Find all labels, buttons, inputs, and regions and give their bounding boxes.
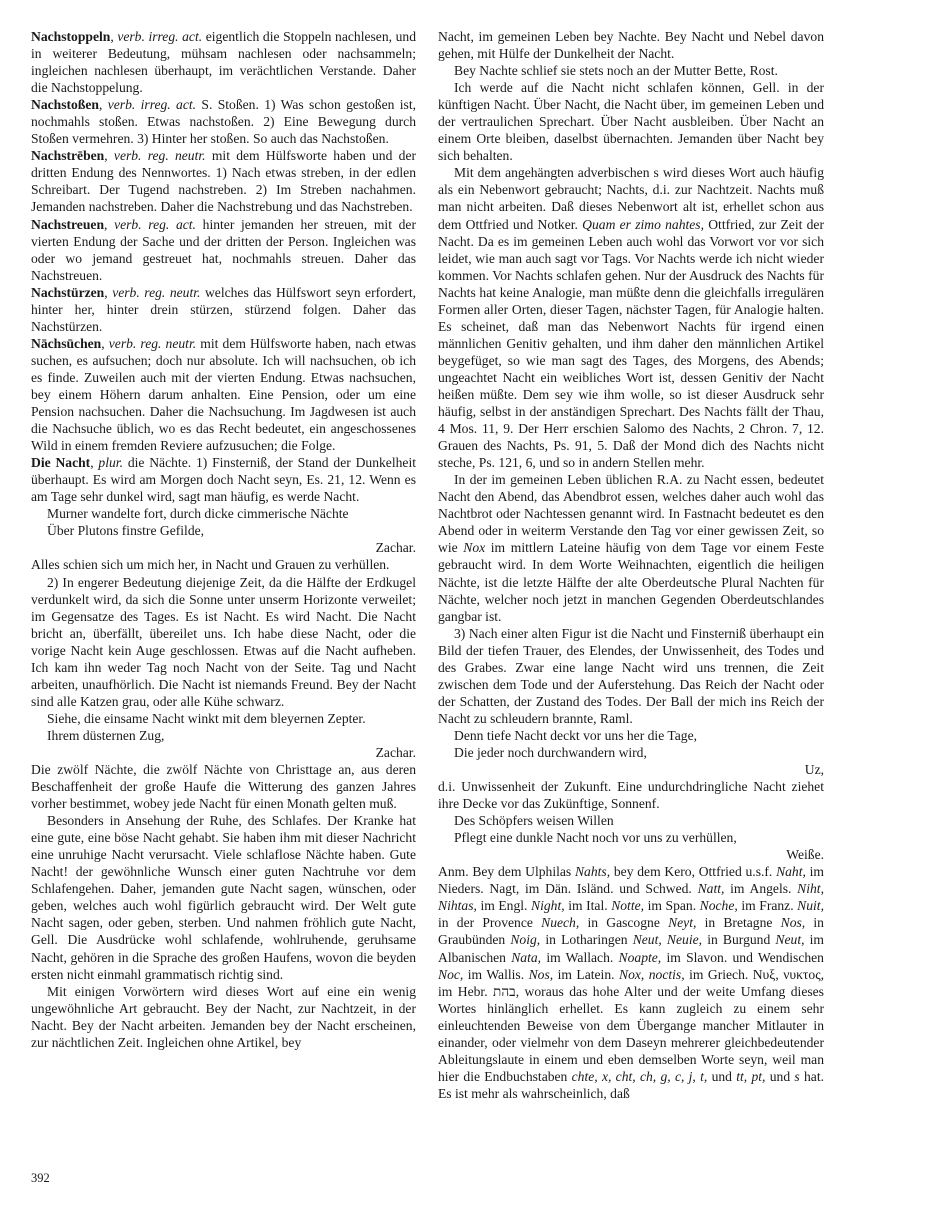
italic-term: Quam er zimo nahtes, bbox=[582, 216, 704, 232]
verse-line: Denn tiefe Nacht deckt vor uns her die Tage, bbox=[454, 727, 698, 743]
italic-term: Nata, bbox=[511, 949, 542, 965]
italic-term: s bbox=[794, 1068, 800, 1084]
italic-term: Niht, Nihtas, bbox=[438, 881, 824, 914]
entry-headword: Nachstreuen bbox=[31, 216, 104, 232]
verse-line: Pflegt eine dunkle Nacht noch vor uns zu verhüllen, bbox=[454, 830, 737, 846]
paragraph: In der im gemeinen Leben üblichen R.A. zu Nacht essen, bedeutet Nacht den Abend, das Abendbrot essen, welches daher auch wohl das Nachtbrot oder Nachtessen genannt wird. In Fastnacht bedeutet es den Abend oder in weiterm Verstande den Tag vor einer gewissen Zeit, so wie Nox im mittlern Lateine häufig von dem Tage vor einem Feste gebraucht wird. In dem Worte Weihnachten, eigentlich die heiligen Nächte, ist die letzte Hälfte der alte Oberdeutsche Plural Nachten für Nächte, welcher noch jetzt in manchen Gegenden Oberdeutschlandes gangbar ist. bbox=[438, 472, 824, 624]
italic-term: Noapte, bbox=[618, 949, 662, 965]
entry-text: mit dem Hülfsworte haben und der dritten Endung des Nennwortes. 1) Nach etwas streben, in der edlen Schreibart. Der Tugend nachstreben. 2) Im Streben nachahmen. Jemanden nachstreben. Daher die Nachstrebung und das Nachstreben. bbox=[31, 148, 417, 215]
paragraph: Nacht, im gemeinen Leben bey Nachte. Bey Nacht und Nebel davon gehen, mit Hülfe der Dunkelheit der Nacht. bbox=[438, 29, 824, 62]
entry-grammar: plur. bbox=[98, 455, 123, 471]
italic-term: Nox bbox=[463, 540, 486, 556]
italic-term: Neut, bbox=[775, 932, 805, 948]
italic-term: Nos, bbox=[780, 915, 806, 931]
italic-term: Nos, bbox=[528, 966, 554, 982]
paragraph: 2) In engerer Bedeutung diejenige Zeit, da die Hälfte der Erdkugel verdunkelt wird, da sich die Sonne unter unserm Horizonte verweilet; im Gegensatze des Tages. Es ist Nacht. Es wird Nacht. Die Nacht bricht an, überfällt, übereilet uns. Ich habe diese Nacht, oder die vorige Nacht kein Auge geschlossen. Etwas auf die Nacht aufheben. Ich kam ihn weder Tag noch Nacht von der Seite. Tag und Nacht arbeiten, unaufhörlich. Die Nacht ist niemands Freund. Bey der Nacht sind alle Katzen grau, oder alle Kühe schwarz. bbox=[31, 574, 416, 709]
verse-line: Ihrem düsternen Zug, bbox=[47, 727, 165, 743]
entry-grammar: verb. irreg. act. bbox=[117, 29, 203, 44]
entry-text: eigentlich die Stoppeln nachlesen, und in weiterer Bedeutung, mühsam nachlesen oder nachsammeln; ingleichen nachlesen überhaupt, im verächtlichen Verstande. Daher die Nachstoppelung. bbox=[31, 29, 417, 96]
verse-line: Die jeder noch durchwandern wird, bbox=[454, 744, 647, 760]
right-column bbox=[438, 28, 824, 1102]
entry-grammar: verb. reg. neutr. bbox=[108, 335, 197, 351]
entry-headword: Nachstoßen bbox=[31, 97, 99, 113]
paragraph: Alles schien sich um mich her, in Nacht und Grauen zu verhüllen. bbox=[31, 557, 390, 573]
entry-text: welches das Hülfswort seyn erfordert, hinter her, hinter drein stürzen, stürzend folgen. Daher das Nachstürzen. bbox=[31, 284, 417, 334]
dictionary-entry: Nāchsūchen, verb. reg. neutr. mit dem Hülfsworte haben, nach etwas suchen, es aufsuchen; doch nur absolute. Ich will nachsuchen, ob ich es finde. Zuweilen auch mit der vierten Endung. Etwas nachsuchen, bey einem Höhern darum anhalten. Eine Pension, oder um eine Pension nachsuchen. Daher die Nachsuchung. Im Jagdwesen ist auch die Nachsuche üblich, wo es das Recht bedeutet, ein angeschossenes Wild in einem fremden Reviere aufzusuchen; die Folge. bbox=[31, 335, 417, 454]
quote-source: Zachar. bbox=[375, 744, 416, 760]
verse-line: Murner wandelte fort, durch dicke cimmerische Nächte bbox=[47, 506, 349, 522]
paragraph: Mit einigen Vorwörtern wird dieses Wort auf eine ein wenig ungewöhnliche Art gebraucht. Bey der Nacht, zur Nachtzeit, in der Nacht. Bey der Nacht arbeiten. Jemanden bey der Nacht erscheinen, zur nächtlichen Zeit. Ingleichen ohne Artikel, bey bbox=[31, 983, 416, 1050]
italic-term: tt, pt, bbox=[736, 1068, 766, 1084]
verse-line: Über Plutons finstre Gefilde, bbox=[47, 523, 205, 539]
verse-line: Bey Nachte schlief sie stets noch an der Mutter Bette, Rost. bbox=[454, 63, 778, 79]
italic-term: Nuech, bbox=[541, 915, 580, 931]
entry-text: S. Stoßen. 1) Was schon gestoßen ist, nochmahls stoßen. Etwas nachstoßen. 2) Eine Bewegung durch Stoßen vermehren. 3) Hinter her stoßen. So auch das Nachstoßen. bbox=[31, 97, 416, 147]
italic-term: Neyt, bbox=[668, 915, 697, 931]
quote-source: Zachar. bbox=[375, 540, 416, 556]
etymology-note: Anm. Bey dem Ulphilas Nahts, bey dem Kero, Ottfried u.s.f. Naht, im Nieders. Nagt, im Dän. Isländ. und Schwed. Natt, im Angels. Niht, Nihtas, im Engl. Night, im Ital. Notte, im Span. Noche, im Franz. Nuit, in der Provence Nuech, in Gascogne Neyt, in Bretagne Nos, in Graubünden Noig, in Lotharingen Neut, Neuie, in Burgund Neut, im Albanischen Nata, im Wallach. Noapte, im Slavon. und Wendischen Noc, im Wallis. Nos, im Latein. Nox, noctis, im Griech. Νυξ, νυκτος, im Hebr. בהת, woraus das hohe Alter und der weite Umfang dieses Wortes hinlänglich erhellet. Es kann zugleich zu einem sehr einleuchtenden Beweise von dem Übergange mancher Mitlauter in einander, oder vielmehr von dem Daseyn mehrerer gleichbedeutender Ableitungslaute in einem und eben demselben Worte seyn, weil man hier die Endbuchstaben chte, x, cht, ch, g, c, j, t, und tt, pt, und s hat. Es ist mehr als wahrscheinlich, daß bbox=[438, 864, 825, 1101]
italic-term: Notte, bbox=[611, 898, 645, 914]
dictionary-entry: Nachstürzen, verb. reg. neutr. welches das Hülfswort seyn erfordert, hinter her, hinter drein stürzen, stürzend folgen. Daher das Nachstürzen. bbox=[31, 284, 417, 334]
dictionary-entry: Die Nacht, plur. die Nächte. 1) Finsterniß, der Stand der Dunkelheit überhaupt. Es wird am Morgen doch Nacht seyn, Es. 21, 12. Wenn es am Tage sehr dunkel wird, sagt man häufig, es werde Nacht. bbox=[31, 455, 416, 505]
italic-term: Nuit, bbox=[797, 898, 824, 914]
italic-term: Neut, Neuie, bbox=[632, 932, 703, 948]
dictionary-entry: Nachstreuen, verb. reg. act. hinter jemanden her streuen, mit der vierten Endung der Sache und der dritten der Person. Ingleichen was oder wo jemand gestreuet hat, nochmahls streuen. Daher das Nachstreuen. bbox=[31, 216, 416, 283]
paragraph: Ich werde auf die Nacht nicht schlafen können, Gell. in der künftigen Nacht. Über Nacht, die Nacht über, im gemeinen Leben und der vertraulichen Sprechart. Über Nacht ausbleiben. Über Nacht an einem Orte bleiben, daselbst übernachten. Jemanden über Nacht bey sich behalten. bbox=[438, 80, 824, 164]
quote-source: Weiße. bbox=[786, 847, 824, 863]
paragraph: Mit dem angehängten adverbischen s wird dieses Wort auch häufig als ein Nebenwort gebraucht; Nachts, d.i. zur Nachtzeit. Nachts muß man nicht arbeiten. Daß dieses Nebenwort alt ist, erhellet schon aus dem Ottfried und Notker. Quam er zimo nahtes, Ottfried, zur Zeit der Nacht. Da es im gemeinen Leben auch wohl das Vorwort vor vor sich leidet, wie man auch sagt vor Tags. Vor Nachts werde ich nicht wieder kommen. Vor Nachts schlafen gehen. Nur der Ausdruck des Nachts für Nachts hat keine Analogie, man müßte denn die gleichfalls irregulären Formen aller Orten, dieser Tagen, nächster Tagen, für Analogie halten. Es scheinet, daß man das Nebenwort Nachts für irgend einen männlichen Genitiv gehalten, und ihm daher den männlichen Artikel beygefüget, so wie man sagt des Tages, des Morgens, des Abends; ungeachtet Nacht ein weibliches Wort ist, dessen Genitiv der Nacht heißen müßte. Dem sey wie ihm wolle, so ist dieser Ausdruck sehr häufig, selbst in der anständigen Sprechart. Des Nachts fällt der Thau, 4 Mos. 11, 9. Der Herr erschien Salomo des Nachts, 2 Chron. 7, 12. Grauen des Nachts, Ps. 91, 5. Daß der Mond dich des Nachts nicht steche, Ps. 121, 6, und so in andern Stellen mehr. bbox=[438, 165, 824, 471]
italic-term: Naht, bbox=[776, 864, 806, 880]
paragraph: Besonders in Ansehung der Ruhe, des Schlafes. Der Kranke hat eine gute, eine böse Nacht gehabt. Sie haben ihm mit dieser Nachricht eine unruhige Nacht verursacht. Viele schlaflose Nächte haben. Gute Nacht! der gewöhnliche Wunsch einer guten Nachtruhe vor dem Schlafengehen. Daher, jemanden gute Nacht sagen, wünschen, oder geben, welches auch wohl figürlich gebraucht wird. Der Welt gute Nacht sagen, oder geben, sterben. Und nahmen fröhlich gute Nacht, Gell. Die Ausdrücke wohl schlafende, wohlruhende, geruhsame Nacht, gehören in die Sprache des großen Haufens, wovon die beyden ersten nicht einmahl grammatisch richtig sind. bbox=[31, 813, 416, 982]
entry-headword: Nachstürzen bbox=[31, 284, 105, 300]
paragraph: d.i. Unwissenheit der Zukunft. Eine undurchdringliche Nacht ziehet ihre Decke vor das Zukünftige, Sonnenf. bbox=[438, 779, 824, 812]
right-column-body bbox=[438, 28, 824, 863]
entry-grammar: verb. reg. neutr. bbox=[112, 284, 201, 300]
paragraph: 3) Nach einer alten Figur ist die Nacht und Finsterniß überhaupt ein Bild der tiefen Trauer, des Elendes, der Unwissenheit, des Todes und des Grabes. Zwar eine lange Nacht wird uns trennen, die Zeit zwischen dem Tode und der Auferstehung. Das Reich der Nacht oder der Schatten, der Zustand des Todes. Der Ball der mich ins Reich der Nacht zu schleudern brannte, Raml. bbox=[438, 625, 824, 726]
italic-term: Noig, bbox=[510, 932, 541, 948]
italic-term: Natt, bbox=[697, 881, 725, 897]
entry-text: mit dem Hülfsworte haben, nach etwas suchen, es aufsuchen; doch nur absolute. Ich will nachsuchen, ob ich es finde. Zuweilen auch mit der vierten Endung. Etwas nachsuchen, bey einem Höhern darum anhalten. Eine Pension, oder um eine Pension nachsuchen. Daher die Nachsuchung. Im Jagdwesen ist auch die Nachsuche üblich, wo es das Recht bedeutet, ein angeschossenes Wild in einem fremden Reviere aufzusuchen; die Folge. bbox=[31, 335, 417, 454]
page-number: 392 bbox=[31, 1171, 50, 1185]
entry-text: die Nächte. 1) Finsterniß, der Stand der Dunkelheit überhaupt. Es wird am Morgen doch Nacht seyn, Es. 21, 12. Wenn es am Tage sehr dunkel wird, sagt man häufig, es werde Nacht. bbox=[31, 455, 416, 505]
entry-headword: Nachstoppeln bbox=[31, 29, 111, 44]
italic-term: Night, bbox=[531, 898, 565, 914]
entry-text: hinter jemanden her streuen, mit der vierten Endung der Sache und der dritten der Person. Ingleichen was oder wo jemand gestreuet hat, nochmahls streuen. Daher das Nachstreuen. bbox=[31, 216, 416, 283]
italic-term: Noc, bbox=[438, 966, 464, 982]
italic-term: Nox, noctis, bbox=[619, 966, 685, 982]
dictionary-entry: Nachstoppeln, verb. irreg. act. eigentlich die Stoppeln nachlesen, und in weiterer Bedeutung, mühsam nachlesen oder nachsammeln; ingleichen nachlesen überhaupt, im verächtlichen Verstande. Daher die Nachstoppelung. bbox=[31, 29, 417, 96]
entry-headword: Nachstrēben bbox=[31, 148, 105, 164]
verse-line: Des Schöpfers weisen Willen bbox=[454, 813, 614, 829]
left-column bbox=[31, 28, 416, 1051]
paragraph: Die zwölf Nächte, die zwölf Nächte von Christtage an, aus deren Beschaffenheit der große Haufe die Witterung des ganzen Jahres vorher bestimmet, wobey jede Nacht für einen Monath gelten muß. bbox=[31, 762, 416, 812]
dictionary-entry: Nachstrēben, verb. reg. neutr. mit dem Hülfsworte haben und der dritten Endung des Nennwortes. 1) Nach etwas streben, in der edlen Schreibart. Der Tugend nachstreben. 2) Im Streben nachahmen. Jemanden nachstreben. Daher die Nachstrebung und das Nachstreben. bbox=[31, 148, 417, 215]
italic-term: Nahts, bbox=[574, 864, 611, 880]
quote-source: Uz, bbox=[804, 762, 824, 778]
italic-term: Noche, bbox=[699, 898, 738, 914]
entry-grammar: verb. reg. act. bbox=[114, 216, 196, 232]
italic-term: chte, x, cht, ch, g, c, j, t, bbox=[571, 1068, 708, 1084]
entry-headword: Nāchsūchen bbox=[31, 335, 102, 351]
dictionary-entry: Nachstoßen, verb. irreg. act. S. Stoßen. 1) Was schon gestoßen ist, nochmahls stoßen. Etwas nachstoßen. 2) Eine Bewegung durch Stoßen vermehren. 3) Hinter her stoßen. So auch das Nachstoßen. bbox=[31, 97, 416, 147]
entry-headword: Die Nacht bbox=[31, 455, 91, 471]
entry-grammar: verb. reg. neutr. bbox=[113, 148, 206, 164]
verse-line: Siehe, die einsame Nacht winkt mit dem bleyernen Zepter. bbox=[47, 710, 366, 726]
entry-grammar: verb. irreg. act. bbox=[107, 97, 197, 113]
